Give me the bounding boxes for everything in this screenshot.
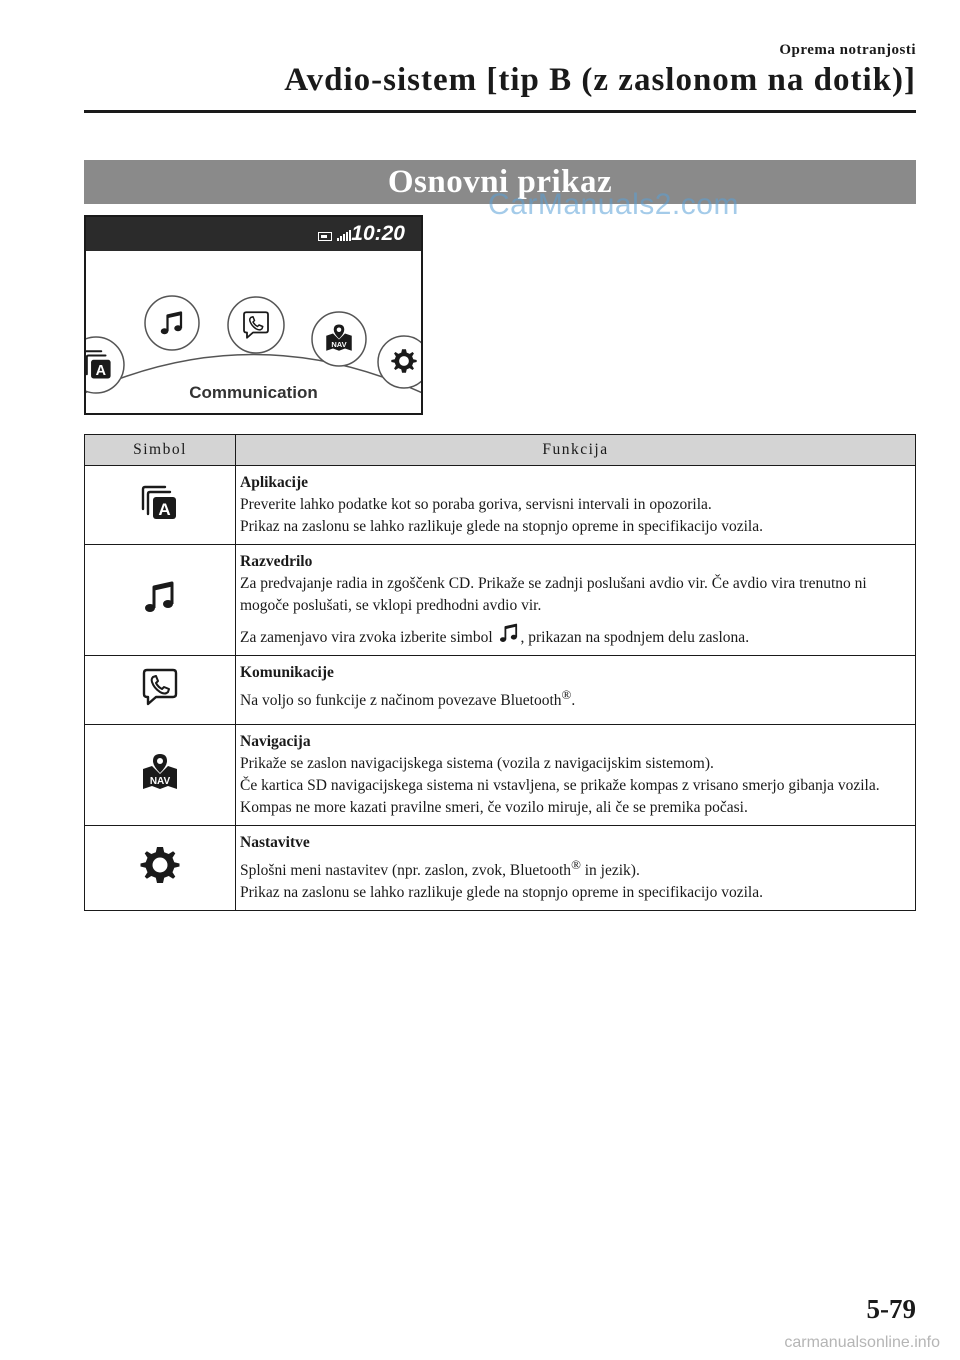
function-description: , prikazan na spodnjem delu zaslona. [520, 629, 750, 646]
function-name: Aplikacije [240, 474, 309, 491]
section-title-bar: Osnovni prikaz [84, 160, 916, 204]
table-row [85, 545, 916, 656]
table-row [85, 826, 916, 911]
function-description: Preverite lahko podatke kot so poraba goriva, servisni intervali in opozorila. [240, 496, 712, 513]
selected-item-label: Communication [189, 383, 318, 402]
carousel-music-note-icon [145, 296, 199, 350]
navigation-icon [140, 752, 180, 792]
clock-time: 10:20 [351, 222, 405, 245]
symbol-function-table [84, 434, 916, 911]
applications-icon [140, 482, 180, 522]
watermark-text: CarManuals2.com [488, 188, 739, 221]
page-number: 5-79 [866, 1294, 916, 1324]
registered-mark: ® [561, 687, 572, 702]
function-name: Komunikacije [240, 664, 334, 681]
function-name: Razvedrilo [240, 553, 313, 570]
phone-chat-icon [140, 667, 180, 707]
function-description: Kompas ne more kazati pravilne smeri, če vozilo miruje, ali če se premika počasi. [240, 799, 748, 817]
function-description: Če kartica SD navigacijskega sistema ni vstavljena, se prikaže kompas z vrisano smerjo gibanja vozila. [240, 777, 880, 795]
header-section-label: Oprema notranjosti [779, 42, 916, 58]
function-description: . [571, 692, 576, 710]
registered-mark: ® [571, 857, 581, 873]
function-description: in jezik). [580, 862, 640, 880]
column-header-symbol: Simbol [85, 435, 236, 466]
music-note-icon [497, 621, 521, 645]
function-description: Za predvajanje radia in zgoščenk CD. Prikaže se zadnji poslušani avdio vir. Če avdio vira trenutno ni mogoče poslušati, se vklopi predhodni avdio vir. [240, 575, 867, 614]
function-name: Navigacija [240, 733, 311, 751]
header-divider [84, 110, 916, 113]
function-description: Na voljo so funkcije z načinom povezave Bluetooth [240, 692, 562, 710]
page-title: Avdio-sistem [tip B (z zaslonom na dotik)] [284, 62, 916, 98]
table-row [85, 725, 916, 826]
function-description: Prikaže se zaslon navigacijskega sistema (vozila z navigacijskim sistemom). [240, 755, 714, 773]
function-description: Prikaz na zaslonu se lahko razlikuje glede na stopnjo opreme in specifikacijo vozila. [240, 518, 763, 535]
carousel-settings-gear-icon [378, 336, 421, 388]
table-row [85, 656, 916, 725]
carousel-navigation-icon [312, 312, 366, 366]
music-note-icon [140, 577, 180, 617]
function-description: Splošni meni nastavitev (npr. zaslon, zvok, Bluetooth [240, 862, 572, 880]
footer-watermark: carmanualsonline.info [784, 1334, 940, 1351]
home-screen-illustration [84, 215, 423, 415]
table-row [85, 466, 916, 545]
function-name: Nastavitve [240, 834, 310, 852]
function-description: Prikaz na zaslonu se lahko razlikuje glede na stopnjo opreme in specifikacijo vozila. [240, 884, 763, 902]
column-header-function: Funkcija [236, 435, 916, 466]
function-description: Za zamenjavo vira zvoka izberite simbol [240, 629, 493, 646]
carousel-phone-chat-icon [228, 297, 284, 353]
settings-gear-icon [140, 845, 180, 885]
